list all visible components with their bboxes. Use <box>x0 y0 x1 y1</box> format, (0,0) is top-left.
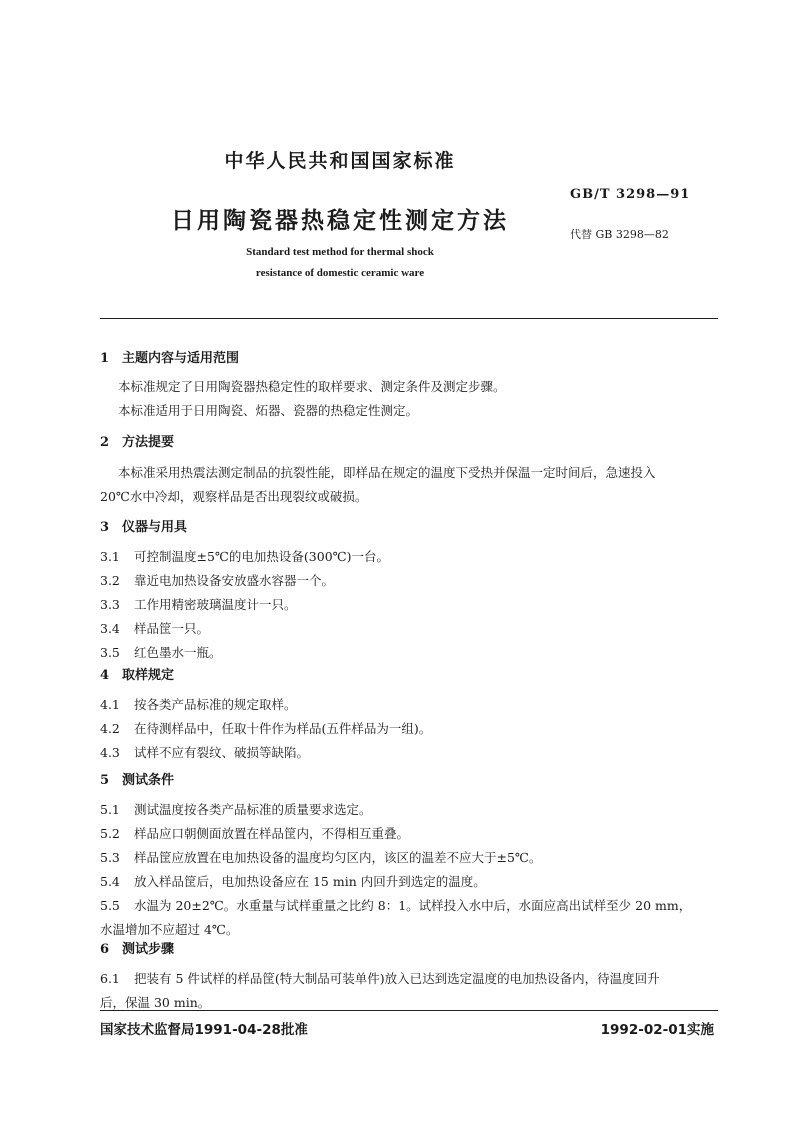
header-divider <box>100 318 718 319</box>
section-6-heading <box>100 938 174 957</box>
section-number: 3 <box>100 520 110 535</box>
list-item: 3.1 可控制温度±5℃的电加热设备(300℃)一台。 <box>100 549 390 564</box>
section-2-para-line-1: 本标准采用热震法测定制品的抗裂性能，即样品在规定的温度下受热并保温一定时间后，急速投入 <box>118 465 656 480</box>
footer-divider <box>100 1010 718 1011</box>
section-title: 方法提要 <box>122 435 175 450</box>
section-title: 主题内容与适用范围 <box>122 351 240 366</box>
list-item: 5.3 样品筐应放置在电加热设备的温度均匀区内，该区的温差不应大于±5℃。 <box>100 850 542 865</box>
section-title: 测试步骤 <box>122 942 175 957</box>
standard-number: GB/T 3298—91 <box>570 187 691 202</box>
english-title-line1: Standard test method for thermal shock <box>246 246 434 258</box>
list-item: 4.2 在待测样品中，任取十件作为样品(五件样品为一组)。 <box>100 721 432 736</box>
english-title-line2: resistance of domestic ceramic ware <box>255 267 425 279</box>
section-title: 测试条件 <box>122 773 175 788</box>
section-number: 4 <box>100 668 110 683</box>
section-2-para-line-2: 20℃水中冷却，观察样品是否出现裂纹或破损。 <box>100 489 368 504</box>
section-2-heading <box>100 431 174 450</box>
list-item: 3.4 样品筐一只。 <box>100 621 210 636</box>
section-number: 1 <box>100 351 110 366</box>
approval-line: 国家技术监督局1991-04-28批准 <box>100 1022 308 1038</box>
list-item: 5.1 测试温度按各类产品标准的质量要求选定。 <box>100 802 372 817</box>
list-item: 3.5 红色墨水一瓶。 <box>100 645 222 660</box>
list-item: 5.4 放入样品筐后，电加热设备应在 15 min 内回升到选定的温度。 <box>100 874 486 889</box>
list-item-continuation: 水温增加不应超过 4℃。 <box>100 922 239 937</box>
effective-date: 1992-02-01实施 <box>600 1022 714 1038</box>
list-item: 5.5 水温为 20±2℃。水重量与试样重量之比约 8：1。试样投入水中后，水面应高出试样至少 20 mm， <box>100 898 692 913</box>
section-1-heading <box>100 347 239 366</box>
section-number: 5 <box>100 773 110 788</box>
section-5-heading <box>100 769 174 788</box>
page-title: 日用陶瓷器热稳定性测定方法 <box>171 208 509 234</box>
list-item: 3.3 工作用精密玻璃温度计一只。 <box>100 597 297 612</box>
list-item: 4.1 按各类产品标准的规定取样。 <box>100 697 297 712</box>
list-item: 5.2 样品应口朝侧面放置在样品筐内，不得相互重叠。 <box>100 826 410 841</box>
section-number: 6 <box>100 942 110 957</box>
section-4-heading <box>100 664 174 683</box>
list-item-continuation: 后，保温 30 min。 <box>100 995 211 1010</box>
list-item: 3.2 靠近电加热设备安放盛水容器一个。 <box>100 573 335 588</box>
section-1-para-2: 本标准适用于日用陶瓷、炻器、瓷器的热稳定性测定。 <box>118 403 419 418</box>
section-title: 仪器与用具 <box>122 520 188 535</box>
list-item: 4.3 试样不应有裂纹、破损等缺陷。 <box>100 745 310 760</box>
section-title: 取样规定 <box>122 668 175 683</box>
national-standard-heading: 中华人民共和国国家标准 <box>224 150 456 172</box>
section-1-para-1: 本标准规定了日用陶瓷器热稳定性的取样要求、测定条件及测定步骤。 <box>118 379 506 394</box>
replaces-standard: 代替 GB 3298—82 <box>570 228 669 241</box>
list-item: 6.1 把装有 5 件试样的样品筐(特大制品可装单件)放入已达到选定温度的电加热设备内，待温度回升 <box>100 971 660 986</box>
section-number: 2 <box>100 435 110 450</box>
section-3-heading <box>100 516 187 535</box>
